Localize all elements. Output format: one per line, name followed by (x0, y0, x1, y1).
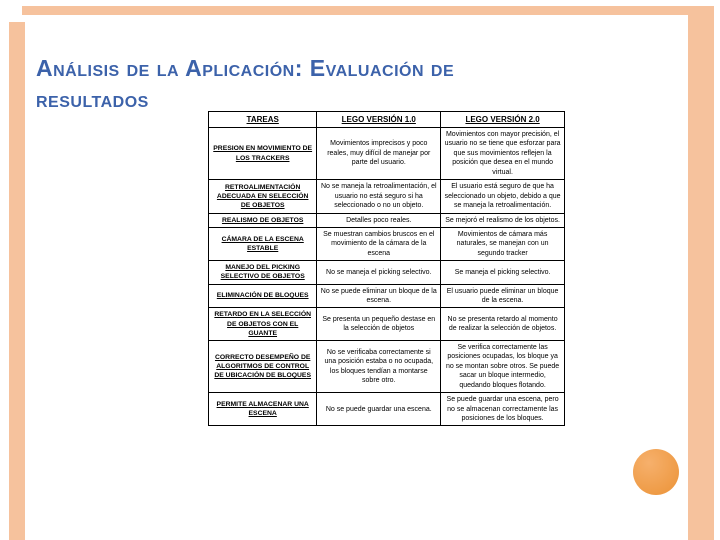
table-row (209, 128, 565, 180)
version1-cell: No se verificaba correctamente si una posición estaba o no ocupada, los bloques tendían a montarse sobre otro. (317, 340, 441, 392)
version2-cell: Se puede guardar una escena, pero no se almacenan correctamente las posiciones de los bloques. (441, 393, 565, 426)
table-row (209, 180, 565, 213)
results-table-header (209, 112, 565, 128)
table-row (209, 261, 565, 284)
version2-cell: Se verifica correctamente las posiciones ocupadas, los bloque ya no se montan sobre otros. Se puede sacar un bloque intermedio, quedando bloques flotando. (441, 340, 565, 392)
table-row (209, 340, 565, 392)
task-cell: PERMITE ALMACENAR UNA ESCENA (209, 393, 317, 426)
version2-cell: Se mejoró el realismo de los objetos. (441, 213, 565, 227)
version2-cell: El usuario puede eliminar un bloque de la escena. (441, 284, 565, 308)
version1-cell: No se puede guardar una escena. (317, 393, 441, 426)
table-row (209, 213, 565, 227)
frame-strip-top (22, 6, 714, 15)
slide-title (36, 53, 636, 115)
version2-cell: El usuario está seguro de que ha seleccionado un objeto, debido a que se maneja la retroalimentación. (441, 180, 565, 213)
task-cell: REALISMO DE OBJETOS (209, 213, 317, 227)
frame-strip-left (9, 22, 25, 540)
table-row (209, 284, 565, 308)
header-lego-v2: LEGO VERSIÓN 2.0 (441, 112, 565, 128)
results-table-body (209, 128, 565, 426)
version1-cell: No se puede eliminar un bloque de la escena. (317, 284, 441, 308)
version2-cell: No se presenta retardo al momento de realizar la selección de objetos. (441, 308, 565, 341)
header-tareas: TAREAS (209, 112, 317, 128)
version1-cell: Detalles poco reales. (317, 213, 441, 227)
orange-circle-decoration (633, 449, 679, 495)
task-cell: RETROALIMENTACIÓN ADECUADA EN SELECCIÓN DE OBJETOS (209, 180, 317, 213)
results-table-container (208, 111, 565, 426)
version1-cell: Movimientos imprecisos y poco reales, muy difícil de manejar por parte del usuario. (317, 128, 441, 180)
version2-cell: Movimientos de cámara más naturales, se manejan con un segundo tracker (441, 227, 565, 260)
task-cell: RETARDO EN LA SELECCIÓN DE OBJETOS CON EL GUANTE (209, 308, 317, 341)
table-row (209, 308, 565, 341)
version1-cell: Se muestran cambios bruscos en el movimiento de la cámara de la escena (317, 227, 441, 260)
version1-cell: No se maneja el picking selectivo. (317, 261, 441, 284)
task-cell: ELIMINACIÓN DE BLOQUES (209, 284, 317, 308)
table-row (209, 393, 565, 426)
slide-title-line1: Análisis de la Aplicación: Evaluación de (36, 55, 455, 82)
header-row (209, 112, 565, 128)
slide-title-line2: resultados (36, 86, 149, 113)
version1-cell: No se maneja la retroalimentación, el usuario no está seguro si ha seleccionado o no un objeto. (317, 180, 441, 213)
task-cell: CÁMARA DE LA ESCENA ESTABLE (209, 227, 317, 260)
task-cell: MANEJO DEL PICKING SELECTIVO DE OBJETOS (209, 261, 317, 284)
task-cell: PRESION EN MOVIMIENTO DE LOS TRACKERS (209, 128, 317, 180)
version1-cell: Se presenta un pequeño destase en la selección de objetos (317, 308, 441, 341)
version2-cell: Movimientos con mayor precisión, el usuario no se tiene que esforzar para que sus movimientos reflejen la posición que desea en el mundo virtual. (441, 128, 565, 180)
results-table (208, 111, 565, 426)
frame-strip-right (688, 6, 714, 540)
task-cell: CORRECTO DESEMPEÑO DE ALGORITMOS DE CONTROL DE UBICACIÓN DE BLOQUES (209, 340, 317, 392)
version2-cell: Se maneja el picking selectivo. (441, 261, 565, 284)
header-lego-v1: LEGO VERSIÓN 1.0 (317, 112, 441, 128)
table-row (209, 227, 565, 260)
